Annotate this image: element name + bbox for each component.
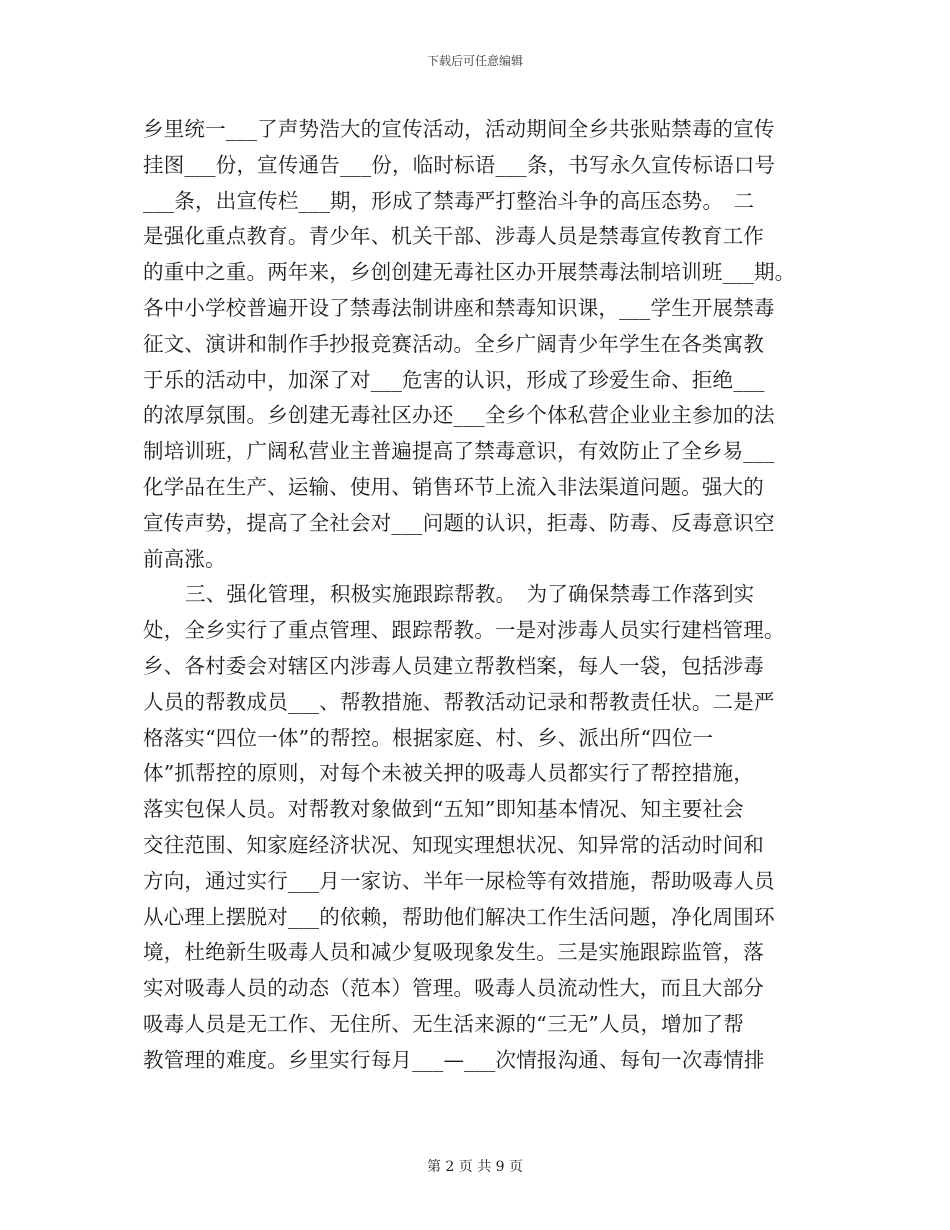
body-line: 教管理的难度。乡里实行每月___—___次情报沟通、每旬一次毒情排 [143,1047,765,1072]
body-line: 体”抓帮控的原则，对每个未被关押的吸毒人员都实行了帮控措施， [143,761,754,786]
body-line: 方向，通过实行___月一家访、半年一尿检等有效措施，帮助吸毒人员 [143,868,775,893]
document-body [143,112,823,1079]
body-line: 于乐的活动中，加深了对___危害的认识，形成了珍爱生命、拒绝___ [143,367,765,392]
body-line: 吸毒人员是无工作、无住所、无生活来源的“三无”人员，增加了帮 [143,1011,744,1036]
body-line: 实对吸毒人员的动态（范本）管理。吸毒人员流动性大，而且大部分 [143,976,764,1001]
body-line: 境，杜绝新生吸毒人员和减少复吸现象发生。三是实施跟踪监管，落 [143,940,764,965]
body-line: 处，全乡实行了重点管理、跟踪帮教。一是对涉毒人员实行建档管理。 [143,618,785,643]
body-line: 人员的帮教成员___、帮教措施、帮教活动记录和帮教责任状。二是严 [143,689,775,714]
page-header: 下载后可任意编辑 [426,54,523,68]
page-number-footer: 第 2 页 共 9 页 [426,1159,524,1175]
body-line: 是强化重点教育。青少年、机关干部、涉毒人员是禁毒宣传教育工作 [143,224,764,249]
body-line: 的浓厚氛围。乡创建无毒社区办还___全乡个体私营企业业主参加的法 [143,403,775,428]
body-line: ___条，出宣传栏___期，形成了禁毒严打整治斗争的高压态势。 二 [143,188,755,213]
body-line: 挂图___份，宣传通告___份，临时标语___条，书写永久宣传标语口号 [143,152,776,177]
body-line: 征文、演讲和制作手抄报竞赛活动。全乡广阔青少年学生在各类寓教 [143,331,764,356]
section-heading-line: 三、强化管理，积极实施跟踪帮教。 为了确保禁毒工作落到实 [185,582,755,607]
body-line: 各中小学校普遍开设了禁毒法制讲座和禁毒知识课，___学生开展禁毒 [143,295,775,320]
body-line: 制培训班，广阔私营业主普遍提高了禁毒意识，有效防止了全乡易___ [143,439,775,464]
body-line: 交往范围、知家庭经济状况、知现实理想状况、知异常的活动时间和 [143,832,764,857]
body-line: 落实包保人员。对帮教对象做到“五知”即知基本情况、知主要社会 [143,797,744,822]
body-line: 前高涨。 [143,546,226,571]
body-line: 化学品在生产、运输、使用、销售环节上流入非法渠道问题。强大的 [143,474,764,499]
body-line: 宣传声势，提高了全社会对___问题的认识，拒毒、防毒、反毒意识空 [143,510,775,535]
body-line: 格落实“四位一体”的帮控。根据家庭、村、乡、派出所“四位一 [143,725,714,750]
body-line: 乡、各村委会对辖区内涉毒人员建立帮教档案，每人一袋，包括涉毒 [143,653,764,678]
body-line: 从心理上摆脱对___的依赖，帮助他们解决工作生活问题，净化周围环 [143,904,775,929]
body-line: 的重中之重。两年来，乡创创建无毒社区办开展禁毒法制培训班___期。 [143,260,796,285]
body-line: 乡里统一___了声势浩大的宣传活动，活动期间全乡共张贴禁毒的宣传 [143,117,775,141]
